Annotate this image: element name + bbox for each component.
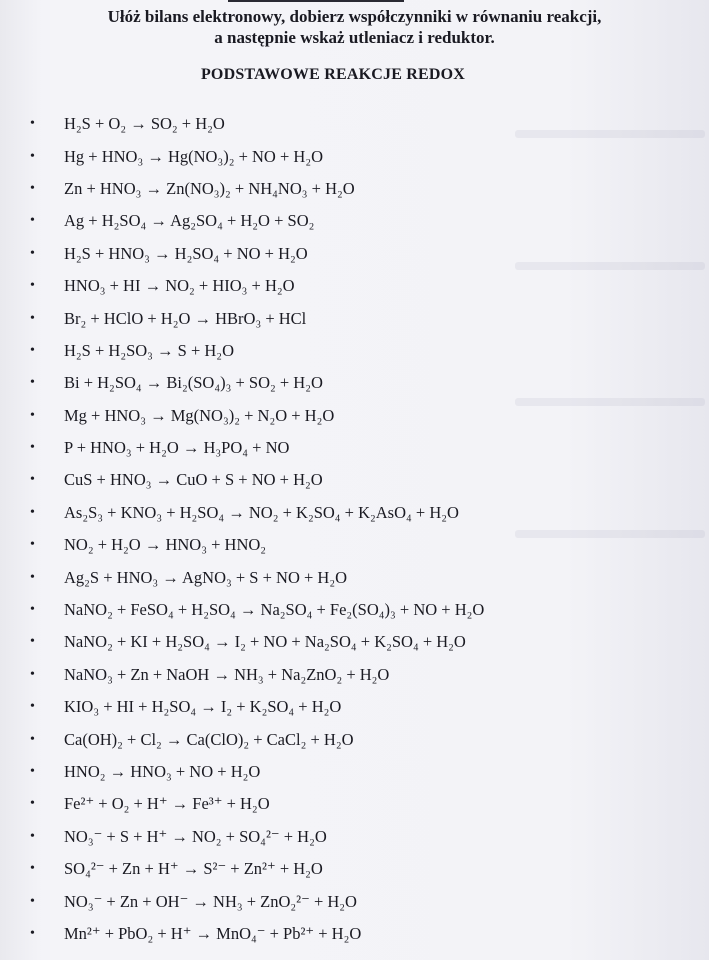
bullet: • (30, 731, 35, 747)
bullet: • (30, 537, 35, 553)
reaction-equation: HNO₃ + HI → NO₂ + HIO₃ + H₂O (64, 276, 295, 296)
bullet: • (30, 569, 35, 585)
instruction-line-2: a następnie wskaż utleniacz i reduktor. (214, 28, 495, 47)
reaction-equation: SO₄²⁻ + Zn + H⁺ → S²⁻ + Zn²⁺ + H₂O (64, 859, 323, 879)
bullet: • (30, 278, 35, 294)
reaction-item (30, 335, 484, 367)
reaction-equation: Mg + HNO₃ → Mg(NO₃)₂ + N₂O + H₂O (64, 405, 335, 425)
reaction-equation: Ca(OH)₂ + Cl₂ → Ca(ClO)₂ + CaCl₂ + H₂O (64, 729, 354, 749)
bullet: • (30, 342, 35, 358)
bullet: • (30, 634, 35, 650)
reaction-equation: Br₂ + HClO + H₂O → HBrO₃ + HCl (64, 308, 307, 328)
reaction-equation: As₂S₃ + KNO₃ + H₂SO₄ → NO₂ + K₂SO₄ + K₂AsO₄ + H₂O (64, 502, 459, 522)
reaction-item (30, 140, 484, 172)
bleed-through-mark (515, 398, 705, 406)
bullet: • (30, 213, 35, 229)
reaction-item (30, 918, 484, 950)
reaction-equation: Fe²⁺ + O₂ + H⁺ → Fe³⁺ + H₂O (64, 794, 270, 814)
bullet: • (30, 699, 35, 715)
reaction-item (30, 464, 484, 496)
reaction-item (30, 173, 484, 205)
bullet: • (30, 148, 35, 164)
reaction-item (30, 367, 484, 399)
section-title: PODSTAWOWE REAKCJE REDOX (200, 66, 466, 83)
reaction-item (30, 400, 484, 432)
reaction-item (30, 626, 484, 658)
reaction-item (30, 561, 484, 593)
top-rule (228, 0, 404, 2)
bullet: • (30, 407, 35, 423)
reaction-equation: Zn + HNO₃ → Zn(NO₃)₂ + NH₄NO₃ + H₂O (64, 178, 355, 198)
bullet: • (30, 893, 35, 909)
bullet: • (30, 375, 35, 391)
bullet: • (30, 116, 35, 132)
reaction-equation: CuS + HNO₃ → CuO + S + NO + H₂O (64, 470, 323, 490)
bullet: • (30, 310, 35, 326)
reaction-item (30, 723, 484, 755)
reaction-item (30, 788, 484, 820)
bullet: • (30, 861, 35, 877)
bullet: • (30, 245, 35, 261)
reaction-equation: H₂S + O₂ → SO₂ + H₂O (64, 114, 225, 134)
bullet: • (30, 180, 35, 196)
reaction-equation: KIO₃ + HI + H₂SO₄ → I₂ + K₂SO₄ + H₂O (64, 697, 342, 717)
reaction-equation: HNO₂ → HNO₃ + NO + H₂O (64, 762, 261, 781)
reaction-equation: NaNO₂ + KI + H₂SO₄ → I₂ + NO + Na₂SO₄ + K₂SO₄ + H₂O (64, 632, 466, 652)
reaction-item (30, 885, 484, 917)
bullet: • (30, 796, 35, 812)
reaction-item (30, 853, 484, 885)
reaction-list (30, 108, 484, 950)
bullet: • (30, 504, 35, 520)
reaction-item (30, 302, 484, 334)
instructions (0, 6, 709, 48)
reaction-item (30, 659, 484, 691)
bullet: • (30, 440, 35, 456)
bleed-through-mark (515, 530, 705, 538)
reaction-item (30, 756, 484, 788)
bleed-through-mark (515, 130, 705, 138)
reaction-item (30, 529, 484, 561)
reaction-equation: NaNO₂ + FeSO₄ + H₂SO₄ → Na₂SO₄ + Fe₂(SO₄)₃ + NO + H₂O (64, 600, 485, 620)
reaction-equation: Ag₂S + HNO₃ → AgNO₃ + S + NO + H₂O (64, 567, 347, 587)
bullet: • (30, 472, 35, 488)
reaction-equation: H₂S + HNO₃ → H₂SO₄ + NO + H₂O (64, 243, 308, 263)
reaction-equation: Bi + H₂SO₄ → Bi₂(SO₄)₃ + SO₂ + H₂O (64, 373, 323, 393)
bullet: • (30, 764, 35, 779)
reaction-equation: NaNO₃ + Zn + NaOH → NH₃ + Na₂ZnO₂ + H₂O (64, 664, 390, 684)
reaction-equation: NO₃⁻ + S + H⁺ → NO₂ + SO₄²⁻ + H₂O (64, 826, 327, 846)
reaction-equation: Hg + HNO₃ → Hg(NO₃)₂ + NO + H₂O (64, 146, 323, 166)
bullet: • (30, 666, 35, 682)
reaction-equation: NO₃⁻ + Zn + OH⁻ → NH₃ + ZnO₂²⁻ + H₂O (64, 891, 357, 911)
bleed-through-mark (515, 262, 705, 270)
bullet: • (30, 828, 35, 844)
reaction-equation: H₂S + H₂SO₃ → S + H₂O (64, 340, 234, 360)
reaction-item (30, 497, 484, 529)
reaction-item (30, 270, 484, 302)
reaction-equation: NO₂ + H₂O → HNO₃ + HNO₂ (64, 535, 267, 555)
reaction-equation: P + HNO₃ + H₂O → H₃PO₄ + NO (64, 438, 290, 458)
reaction-equation: Mn²⁺ + PbO₂ + H⁺ → MnO₄⁻ + Pb²⁺ + H₂O (64, 923, 362, 943)
reaction-item (30, 238, 484, 270)
reaction-item (30, 205, 484, 237)
reaction-item (30, 821, 484, 853)
bullet: • (30, 925, 35, 941)
reaction-equation: Ag + H₂SO₄ → Ag₂SO₄ + H₂O + SO₂ (64, 211, 315, 231)
instruction-line-1: Ułóż bilans elektronowy, dobierz współczynniki w równaniu reakcji, (107, 7, 602, 26)
bullet: • (30, 602, 35, 618)
reaction-item (30, 108, 484, 140)
reaction-item (30, 594, 484, 626)
reaction-item (30, 691, 484, 723)
reaction-item (30, 432, 484, 464)
